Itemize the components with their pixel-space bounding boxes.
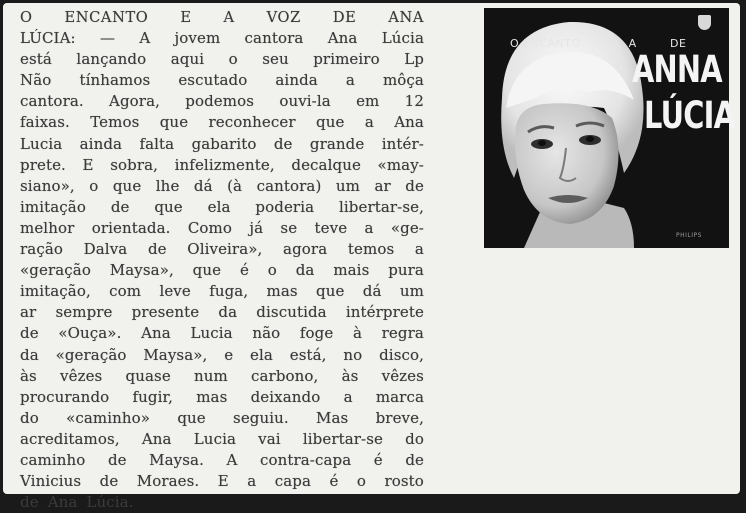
article-word: reconhecer	[208, 113, 296, 132]
article-word: ar	[374, 176, 391, 195]
article-word: Lp	[404, 50, 424, 69]
article-word: da	[218, 303, 238, 322]
article-word: e	[224, 345, 234, 364]
cover-artist-name-line1: ANNA	[632, 48, 722, 91]
article-line	[20, 387, 424, 408]
article-word: DE	[332, 9, 357, 26]
article-word: discutida	[256, 303, 327, 322]
article-word: de	[99, 472, 119, 491]
article-line	[20, 134, 424, 155]
article-line	[20, 281, 424, 302]
article-word: que	[316, 113, 345, 132]
article-word: a	[414, 240, 424, 259]
cover-small-de: DE	[670, 37, 687, 50]
article-word: Maysa»,	[109, 261, 174, 280]
article-word: em	[356, 92, 380, 111]
article-word: de	[20, 493, 39, 512]
article-word: que	[159, 113, 189, 132]
article-word: 12	[404, 92, 424, 111]
article-line	[20, 7, 424, 28]
article-word: O	[20, 9, 33, 26]
article-line	[20, 260, 424, 281]
cover-artist-name-line2: LÚCIA	[644, 94, 736, 137]
article-word: faixas.	[20, 113, 70, 132]
article-line	[20, 70, 424, 91]
article-word: VOZ	[266, 9, 301, 26]
article-word: breve,	[375, 408, 424, 427]
article-word: de	[147, 240, 167, 259]
article-text	[20, 7, 424, 513]
article-word: quase	[125, 366, 171, 385]
article-word: leve	[159, 282, 191, 301]
article-word: um	[399, 282, 424, 301]
article-word: Oliveira»,	[187, 240, 263, 259]
article-word: ela	[250, 345, 273, 364]
article-word: de	[405, 176, 424, 195]
article-word: de	[273, 134, 293, 153]
article-word: sobra,	[110, 155, 159, 174]
article-word: da	[295, 261, 315, 280]
article-word: que	[316, 282, 345, 301]
article-word: orientada.	[91, 218, 171, 237]
article-word: A	[223, 9, 235, 26]
article-word: Moraes.	[136, 472, 200, 491]
article-word: um	[335, 176, 360, 195]
article-word: teve	[314, 218, 348, 237]
article-word: LÚCIA:	[20, 29, 76, 48]
article-word: capa	[274, 472, 312, 491]
article-word: intér-	[381, 134, 424, 153]
article-word: Ana	[394, 113, 424, 132]
article-line	[20, 429, 424, 450]
cover-small-title: O ENCANTO A	[510, 37, 637, 50]
article-word: Não	[20, 71, 52, 90]
article-word: temos	[347, 240, 395, 259]
article-word: a	[364, 113, 374, 132]
article-word: disco,	[379, 345, 424, 364]
article-word: Mas	[316, 408, 349, 427]
article-word: «ge-	[390, 218, 424, 237]
article-word: Ana	[141, 429, 172, 448]
article-word: é	[373, 450, 383, 469]
article-word: «geração	[55, 345, 127, 364]
article-word: podemos	[185, 92, 255, 111]
record-label-logo-icon	[698, 15, 711, 30]
article-word: ainda	[79, 134, 123, 153]
article-word: que	[177, 408, 206, 427]
cover-label-text: PHILIPS	[676, 232, 702, 239]
article-line	[20, 155, 424, 176]
article-word: de	[20, 324, 39, 343]
article-line	[20, 492, 424, 513]
article-word: do	[405, 429, 424, 448]
article-word: a	[345, 71, 355, 90]
article-word: imitação,	[20, 282, 91, 301]
article-word: cantora)	[256, 176, 322, 195]
article-word: o	[267, 261, 277, 280]
article-word: que	[154, 197, 183, 216]
article-word: infelizmente,	[174, 155, 275, 174]
article-word: Lúcia	[381, 29, 424, 48]
article-word: falta	[139, 134, 175, 153]
article-word: ouvi-la	[279, 92, 331, 111]
article-word: vai	[258, 429, 281, 448]
article-word: Lucia	[20, 134, 63, 153]
article-word: imitação	[20, 197, 86, 216]
article-word: não	[252, 324, 281, 343]
article-line	[20, 239, 424, 260]
article-word: seguiu.	[233, 408, 289, 427]
article-line	[20, 28, 424, 49]
article-word: às	[341, 366, 359, 385]
article-word: vêzes	[60, 366, 103, 385]
article-word: ração	[20, 240, 63, 259]
article-word: dá	[362, 282, 382, 301]
article-word: sempre	[55, 303, 113, 322]
article-word: escutado	[178, 71, 248, 90]
article-word: da	[20, 345, 39, 364]
article-word: se	[280, 218, 298, 237]
article-word: está,	[289, 345, 327, 364]
article-word: deixando	[250, 387, 321, 406]
article-word: de	[405, 450, 424, 469]
article-word: libertar-se,	[338, 197, 424, 216]
article-line	[20, 218, 424, 239]
article-word: o	[228, 50, 238, 69]
article-line	[20, 366, 424, 387]
article-line	[20, 408, 424, 429]
article-word: num	[193, 366, 228, 385]
article-word: lançando	[76, 50, 147, 69]
article-word: de	[110, 197, 130, 216]
article-word: A	[139, 29, 151, 48]
article-line	[20, 302, 424, 323]
article-word: «geração	[20, 261, 91, 280]
article-word: ainda	[275, 71, 318, 90]
article-word: intérprete	[345, 303, 424, 322]
article-word: lhe	[155, 176, 180, 195]
article-word: ar	[20, 303, 37, 322]
article-word: libertar-se	[302, 429, 383, 448]
article-word: caminho	[20, 450, 86, 469]
article-line	[20, 176, 424, 197]
article-line	[20, 197, 424, 218]
article-word: à	[352, 324, 363, 343]
article-word: grande	[309, 134, 365, 153]
article-word: que	[192, 261, 222, 280]
article-line	[20, 471, 424, 492]
article-word: regra	[381, 324, 424, 343]
article-word: Agora,	[109, 92, 160, 111]
article-word: fuga,	[209, 282, 249, 301]
article-word: aqui	[170, 50, 205, 69]
article-word: com	[109, 282, 142, 301]
article-word: marca	[375, 387, 424, 406]
article-word: agora	[283, 240, 328, 259]
article-word: do	[20, 408, 39, 427]
article-word: prete.	[20, 155, 66, 174]
article-word: ANA	[388, 9, 424, 26]
article-word: Temos	[90, 113, 140, 132]
article-word: o	[356, 472, 367, 491]
article-word: siano»,	[20, 176, 75, 195]
article-word: Vinicius	[20, 472, 82, 491]
album-cover	[484, 8, 736, 248]
article-line	[20, 450, 424, 471]
article-word: fugir,	[132, 387, 173, 406]
article-word: Dalva	[83, 240, 128, 259]
article-line	[20, 112, 424, 133]
article-line	[20, 49, 424, 70]
article-word: «may-	[377, 155, 424, 174]
article-word: Ana	[141, 324, 171, 343]
article-word: carbono,	[251, 366, 319, 385]
article-word: contra-capa	[259, 450, 352, 469]
article-word: é	[329, 472, 339, 491]
article-word: às	[20, 366, 37, 385]
article-word: Ana	[327, 29, 358, 48]
article-word: acreditamos,	[20, 429, 120, 448]
article-word: dá	[193, 176, 213, 195]
article-word: Como	[187, 218, 232, 237]
article-word: procurando	[20, 387, 110, 406]
article-word: E	[217, 472, 229, 491]
article-line	[20, 91, 424, 112]
article-word: cantora	[244, 29, 304, 48]
article-word: ENCANTO	[64, 9, 149, 26]
article-word: a	[343, 387, 353, 406]
article-word: mas	[266, 282, 298, 301]
article-word: jovem	[174, 29, 221, 48]
article-word: (à	[227, 176, 243, 195]
article-word: môça	[382, 71, 424, 90]
article-word: A	[226, 450, 238, 469]
article-word: já	[249, 218, 264, 237]
article-word: no	[343, 345, 363, 364]
article-word: Lucia	[190, 324, 233, 343]
article-word: presente	[131, 303, 200, 322]
article-word: tínhamos	[79, 71, 151, 90]
article-word: «Ouça».	[58, 324, 122, 343]
article-word: está	[20, 50, 52, 69]
article-word: poderia	[255, 197, 315, 216]
article-line	[20, 345, 424, 366]
article-word: ela	[207, 197, 231, 216]
article-word: Maysa.	[149, 450, 204, 469]
article-word: Ana	[47, 493, 78, 512]
article-word: «caminho»	[66, 408, 151, 427]
article-word: foge	[299, 324, 334, 343]
article-word: —	[99, 29, 116, 48]
article-word: E	[82, 155, 94, 174]
article-word: Lúcia.	[86, 493, 134, 512]
article-word: mais	[333, 261, 370, 280]
article-word: primeiro	[313, 50, 380, 69]
clipping-frame	[3, 3, 740, 512]
article-word: cantora.	[20, 92, 84, 111]
article-word: Maysa»,	[143, 345, 208, 364]
article-line	[20, 323, 424, 344]
article-word: é	[239, 261, 249, 280]
article-word: a	[247, 472, 257, 491]
article-word: seu	[262, 50, 289, 69]
article-word: de	[107, 450, 127, 469]
article-word: a	[364, 218, 374, 237]
article-word: o	[89, 176, 99, 195]
article-word: vêzes	[381, 366, 424, 385]
article-word: que	[112, 176, 142, 195]
article-word: pura	[388, 261, 424, 280]
article-word: mas	[196, 387, 228, 406]
article-word: rosto	[384, 472, 424, 491]
article-word: decalque	[291, 155, 361, 174]
article-word: E	[180, 9, 192, 26]
article-word: melhor	[20, 218, 75, 237]
article-word: gabarito	[191, 134, 257, 153]
article-word: Lucia	[193, 429, 237, 448]
